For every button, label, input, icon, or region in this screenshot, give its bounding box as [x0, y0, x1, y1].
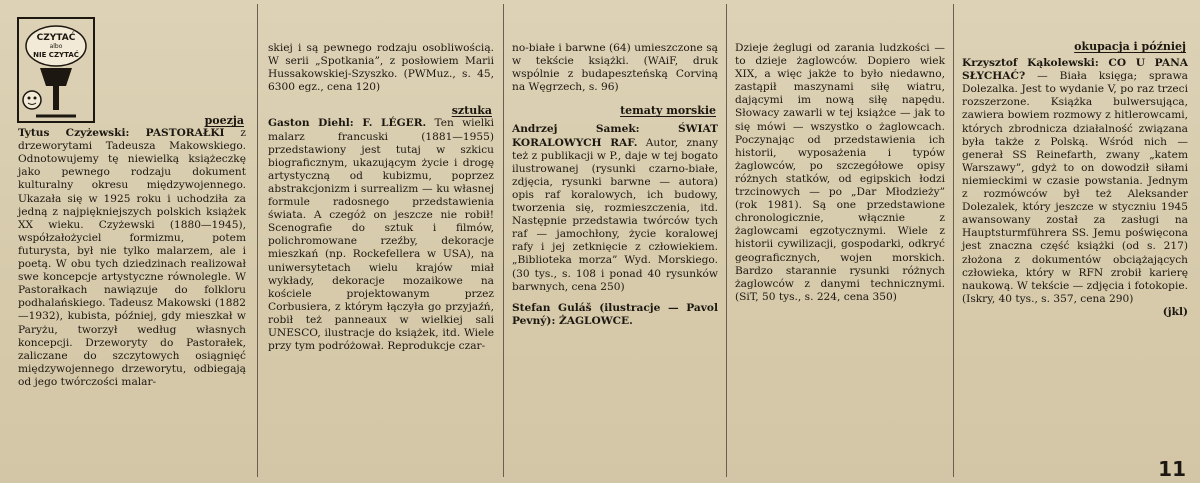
review-body: Autor, znany też z publikacji w P., daje w tej bogato ilustrowanej (rysunki czarno-białe, zdjęcia, rysunki barwne — autora) opis raf koralowych, ich budowy, tworzenia się, rozmieszczenia, itd. Następnie przedstawia twórców tych raf — jamochłony, życie koralowej rafy i jej zetknięcie z człowiekiem. „Biblioteka morza” Wyd. Morskiego. (30 tys., s. 108 i ponad 40 rysunków barwnych, cena 250)	[512, 136, 719, 293]
review-swiat-koralowych-raf	[512, 123, 718, 293]
logo-line1: CZYTAĆ	[36, 33, 76, 43]
author-signature: (jkl)	[1162, 305, 1188, 318]
section-heading-okupacja: okupacja i później	[1074, 40, 1186, 53]
section-heading-poezja: poezja	[204, 114, 244, 127]
column-divider	[726, 4, 727, 477]
review-author: Gaston Diehl:	[268, 117, 363, 130]
column-divider	[257, 4, 258, 477]
review-continuation: skiej i są pewnego rodzaju osobliwością. W serii „Spotkania”, z posłowiem Marii Hussakowskiej-Szyszko. (PWMuz., s. 45, 6300 egz., cena 120)	[268, 42, 494, 94]
review-zaglowce-body: Dzieje żeglugi od zarania ludzkości — to dzieje żaglowców. Dopiero wiek XIX, a więc jakże to było niedawno, zastąpił maszynami siłę wiatru, dającymi im nową siłę napędu. Słowacy zawarli w tej książce — jak to się mówi — wszystko o żaglowcach. Poczynając od przedstawienia ich historii, wyposażenia i typów żaglowców, po szczegółowe opisy różnych statków, od egipskich łodzi trzcinowych — po „Dar Młodzieży” (rok 1981). Są one przedstawione chronologicznie, włącznie z żaglowcami egzotycznymi. Wiele z historii cywilizacji, gospodarki, odkryć geograficznych, wojen morskich. Bardzo starannie rysunki różnych żaglowców z danymi technicznymi. (SiT, 50 tys., s. 224, cena 350)	[735, 42, 945, 303]
review-leger	[268, 117, 494, 353]
review-zaglowce-heading	[512, 302, 718, 328]
column-sztuka	[268, 0, 494, 483]
column-divider	[503, 4, 504, 477]
review-pastoralki	[18, 127, 246, 389]
review-body: z drzeworytami Tadeusza Makowskiego. Odnotowujemy tę niewielką książeczkę jako pewnego rodzaju dokument kulturalny okresu międzywojennego. Ukazała się w 1925 roku i uchodziła za jedną z najpiękniejszych polskich książek XX wieku. Czyżewski (1880—1945), współzałożyciel formizmu, potem futurysta, był nie tylko malarzem, ale i poetą. W obu tych dziedzinach realizował swe koncepcje artystyczne równolegle. W Pastorałkach nawiązuje do folkloru podhalańskiego. Tadeusz Makowski (1882—1932), kubista, później, gdy mieszkał w Paryżu, tworzył według własnych koncepcji. Drzeworyty do Pastorałek, zaliczane do szczytowych osiągnięć międzywojennego drzeworytu, odbiegają od jego twórczości malar-	[18, 127, 247, 388]
review-body: Ten wielki malarz francuski (1881—1955) przedstawiony jest tutaj w szkicu biograficznym, ukazującym życie i drogę artystyczną od kubizmu, poprzez abstrakcjonizm i surrealizm — ku własnej formule radosnego przedstawienia świata. A czegóż on jeszcze nie robił! Scenografie do sztuk i filmów, polichromowane rzeźby, dekoracje mieszkań (np. Rockefellera w USA), na uniwersytetach wielu krajów miał wykłady, dekoracje mozaikowe na kościele projektowanym przez Corbusiera, z którym łączyła go przyjaźń, robił też panneaux w wielkiej sali UNESCO, ilustracje do książek, itd. Wiele przy tym podróżował. Reprodukcje czar-	[268, 117, 494, 353]
review-author: Andrzej Samek:	[512, 123, 678, 136]
column-zaglowce	[735, 0, 945, 483]
review-author: Krzysztof Kąkolewski:	[962, 57, 1109, 70]
review-title: CO U PANA SŁYCHAĆ?	[962, 57, 1188, 83]
review-title: PASTORAŁKI	[145, 127, 225, 140]
column-okupacja	[962, 0, 1188, 483]
review-author: Tytus Czyżewski:	[18, 127, 146, 140]
logo-line2: albo	[49, 43, 63, 50]
column-tematy-morskie	[512, 0, 718, 483]
review-title: F. LÉGER.	[362, 117, 427, 130]
review-body: — Biała księga; sprawa Dolezalka. Jest to wydanie V, po raz trzeci rozszerzone. Książka bulwersująca, zawiera bowiem rozmowy z hitlerowcami, których zbrodnicza działalność związana była także z Polską. Wśród nich — generał SS Reinefarth, zwany „katem Warszawy”, gdyż to on dowodził siłami niemieckimi w czasie powstania. Jednym z rozmówców był też Aleksander Dolezalek, który jeszcze w styczniu 1945 awansowany został za zasługi na Hauptsturmführera SS. Jemu poświęcona jest znaczna część książki (od s. 217) złożona z dokumentów obciążających człowieka, który w RFN zrobił karierę naukową. W tekście — zdjęcia i fotokopie. (Iskry, 40 tys., s. 357, cena 290)	[962, 70, 1188, 305]
logo-line3: NIE CZYTAĆ	[33, 51, 79, 59]
review-co-u-pana-slychac	[962, 57, 1188, 306]
review-title: ŚWIAT KORALOWYCH RAF.	[512, 123, 718, 149]
column-divider	[953, 4, 954, 477]
section-heading-tematy-morskie: tematy morskie	[620, 104, 716, 118]
page-number: 11	[1158, 457, 1186, 481]
review-title: ŻAGLOWCE.	[559, 314, 633, 327]
review-author: Stefan Guláš (ilustracje — Pavol Pevný):	[512, 301, 718, 327]
column-poezja	[18, 0, 246, 483]
review-continuation: no-białe i barwne (64) umieszczone są w tekście książki. (WAiF, druk wspólnie z budapeszteńską Corviną na Węgrzech, s. 96)	[512, 42, 718, 94]
section-heading-sztuka: sztuka	[451, 104, 492, 118]
